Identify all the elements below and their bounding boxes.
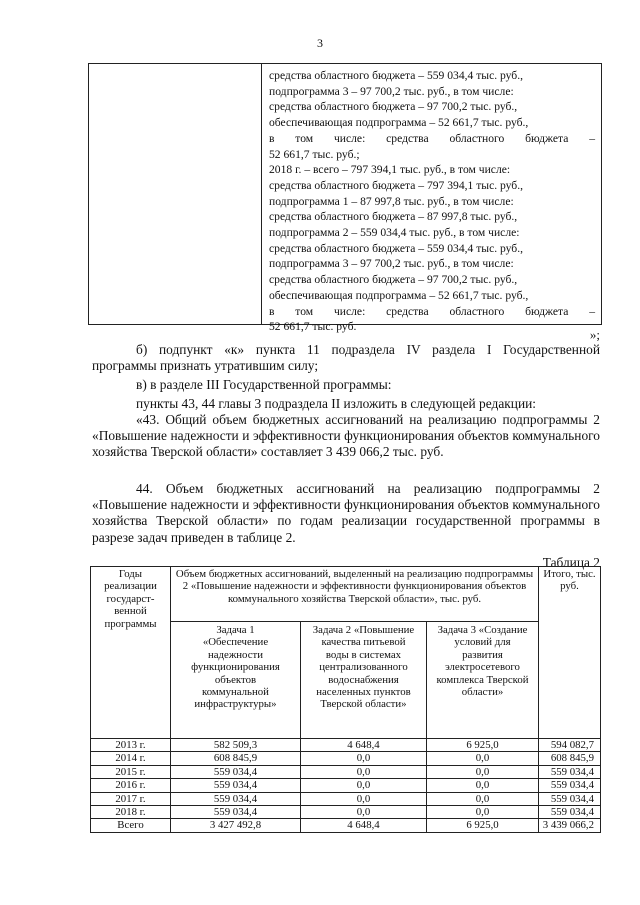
item-b [92,342,600,374]
cell-task3: 0,0 [427,752,539,765]
cell-task3: 6 925,0 [427,819,539,832]
continuation-text [269,68,595,335]
text-line: средства областного бюджета – 87 997,8 тыс. руб., [269,210,518,224]
table-row [91,779,601,792]
text-line: 52 661,7 тыс. руб. [269,320,357,334]
table-row [91,739,601,752]
budget-table [90,566,601,833]
cell-total: 3 439 066,2 [539,819,601,832]
text-line: обеспечивающая подпрограмма – 52 661,7 тыс. руб., [269,288,529,302]
cell-task2: 0,0 [301,792,427,805]
cell-task1: 582 509,3 [171,739,301,752]
paragraph-43-text: «43. Общий объем бюджетных ассигнований на реализацию подпрограммы 2 «Повышение надежности и эффективности функционирования объектов коммунального хозяйства Тверской области» составляет 3 439 066,2 тыс. руб. [92,412,600,460]
cell-task1: 3 427 492,8 [171,819,301,832]
cell-task1: 559 034,4 [171,779,301,792]
cell-year: 2014 г. [91,752,171,765]
text-line: средства областного бюджета – 797 394,1 тыс. руб., [269,178,524,192]
table-row [91,806,601,819]
text-line: средства областного бюджета – 97 700,2 тыс. руб., [269,273,518,287]
cell-task1: 559 034,4 [171,806,301,819]
cell-total: 559 034,4 [539,806,601,819]
cell-total: 559 034,4 [539,779,601,792]
header-task1: Задача 1 «Обеспечение надежности функционирования объектов коммунальной инфраструктуры» [171,622,301,739]
column-divider [261,64,262,324]
continuation-table [88,63,602,334]
text-line: 52 661,7 тыс. руб.; [269,147,360,161]
cell-task2: 4 648,4 [301,739,427,752]
page-number: 3 [317,36,323,50]
cell-task3: 0,0 [427,779,539,792]
cell-task2: 0,0 [301,752,427,765]
cell-task3: 0,0 [427,806,539,819]
cell-year: 2016 г. [91,779,171,792]
table-row [91,752,601,765]
cell-year: Всего [91,819,171,832]
cell-task1: 559 034,4 [171,792,301,805]
text-line: средства областного бюджета – 97 700,2 тыс. руб., [269,100,518,114]
paragraph-44-text: 44. Объем бюджетных ассигнований на реализацию подпрограммы 2 «Повышение надежности и эффективности функционирования объектов коммунального хозяйства Тверской области» по годам реализации государственной программы в разрезе задач приведен в таблице 2. [92,481,600,545]
text-line: средства областного бюджета – 559 034,4 тыс. руб., [269,241,524,255]
text-line: подпрограмма 3 – 97 700,2 тыс. руб., в том числе: [269,257,514,271]
cell-total: 594 082,7 [539,739,601,752]
item-b-line2: программы признать утратившим силу; [92,358,319,374]
cell-task3: 0,0 [427,765,539,778]
cell-year: 2013 г. [91,739,171,752]
cell-year: 2018 г. [91,806,171,819]
cell-task3: 0,0 [427,792,539,805]
table-row [91,792,601,805]
text-line: в том числе: средства областного бюджета – [269,304,595,318]
text-line: подпрограмма 2 – 559 034,4 тыс. руб., в том числе: [269,226,520,240]
paragraph-43 [92,412,600,461]
cell-total: 608 845,9 [539,752,601,765]
text-line: подпрограмма 1 – 87 997,8 тыс. руб., в том числе: [269,194,514,208]
cell-task1: 559 034,4 [171,765,301,778]
header-task3: Задача 3 «Создание условий для развития электросетевого комплекса Тверской области» [427,622,539,739]
cell-task2: 4 648,4 [301,819,427,832]
cell-year: 2017 г. [91,792,171,805]
header-total: Итого, тыс. руб. [539,567,601,739]
points-intro: пункты 43, 44 главы 3 подраздела II изложить в следующей редакции: [136,396,537,411]
header-group: Объем бюджетных ассигнований, выделенный на реализацию подпрограммы 2 «Повышение надежности и эффективности функционирования объектов коммунального хозяйства Тверской области», тыс. руб. [171,567,539,622]
cell-year: 2015 г. [91,765,171,778]
header-years: Годы реализации государст-венной программы [91,567,171,739]
item-v: в) в разделе III Государственной программы: [136,377,392,392]
table-row-total [91,819,601,832]
cell-task1: 608 845,9 [171,752,301,765]
paragraph-44 [92,481,600,546]
text-line: подпрограмма 3 – 97 700,2 тыс. руб., в том числе: [269,84,514,98]
item-b-line1: б) подпункт «к» пункта 11 подраздела IV раздела I Государственной [136,342,600,357]
text-line: обеспечивающая подпрограмма – 52 661,7 тыс. руб., [269,116,529,130]
cell-total: 559 034,4 [539,765,601,778]
cell-total: 559 034,4 [539,792,601,805]
table-row [91,765,601,778]
cell-task2: 0,0 [301,806,427,819]
text-line: 2018 г. – всего – 797 394,1 тыс. руб., в том числе: [269,163,511,177]
header-task2: Задача 2 «Повышение качества питьевой воды в системах централизованного водоснабжения населенных пунктов Тверской области» [301,622,427,739]
closing-quote: »; [589,327,600,342]
cell-task2: 0,0 [301,779,427,792]
cell-task3: 6 925,0 [427,739,539,752]
text-line: средства областного бюджета – 559 034,4 тыс. руб., [269,69,524,82]
cell-task2: 0,0 [301,765,427,778]
table-caption: Таблица 2 [542,555,600,570]
text-line: в том числе: средства областного бюджета – [269,131,595,145]
